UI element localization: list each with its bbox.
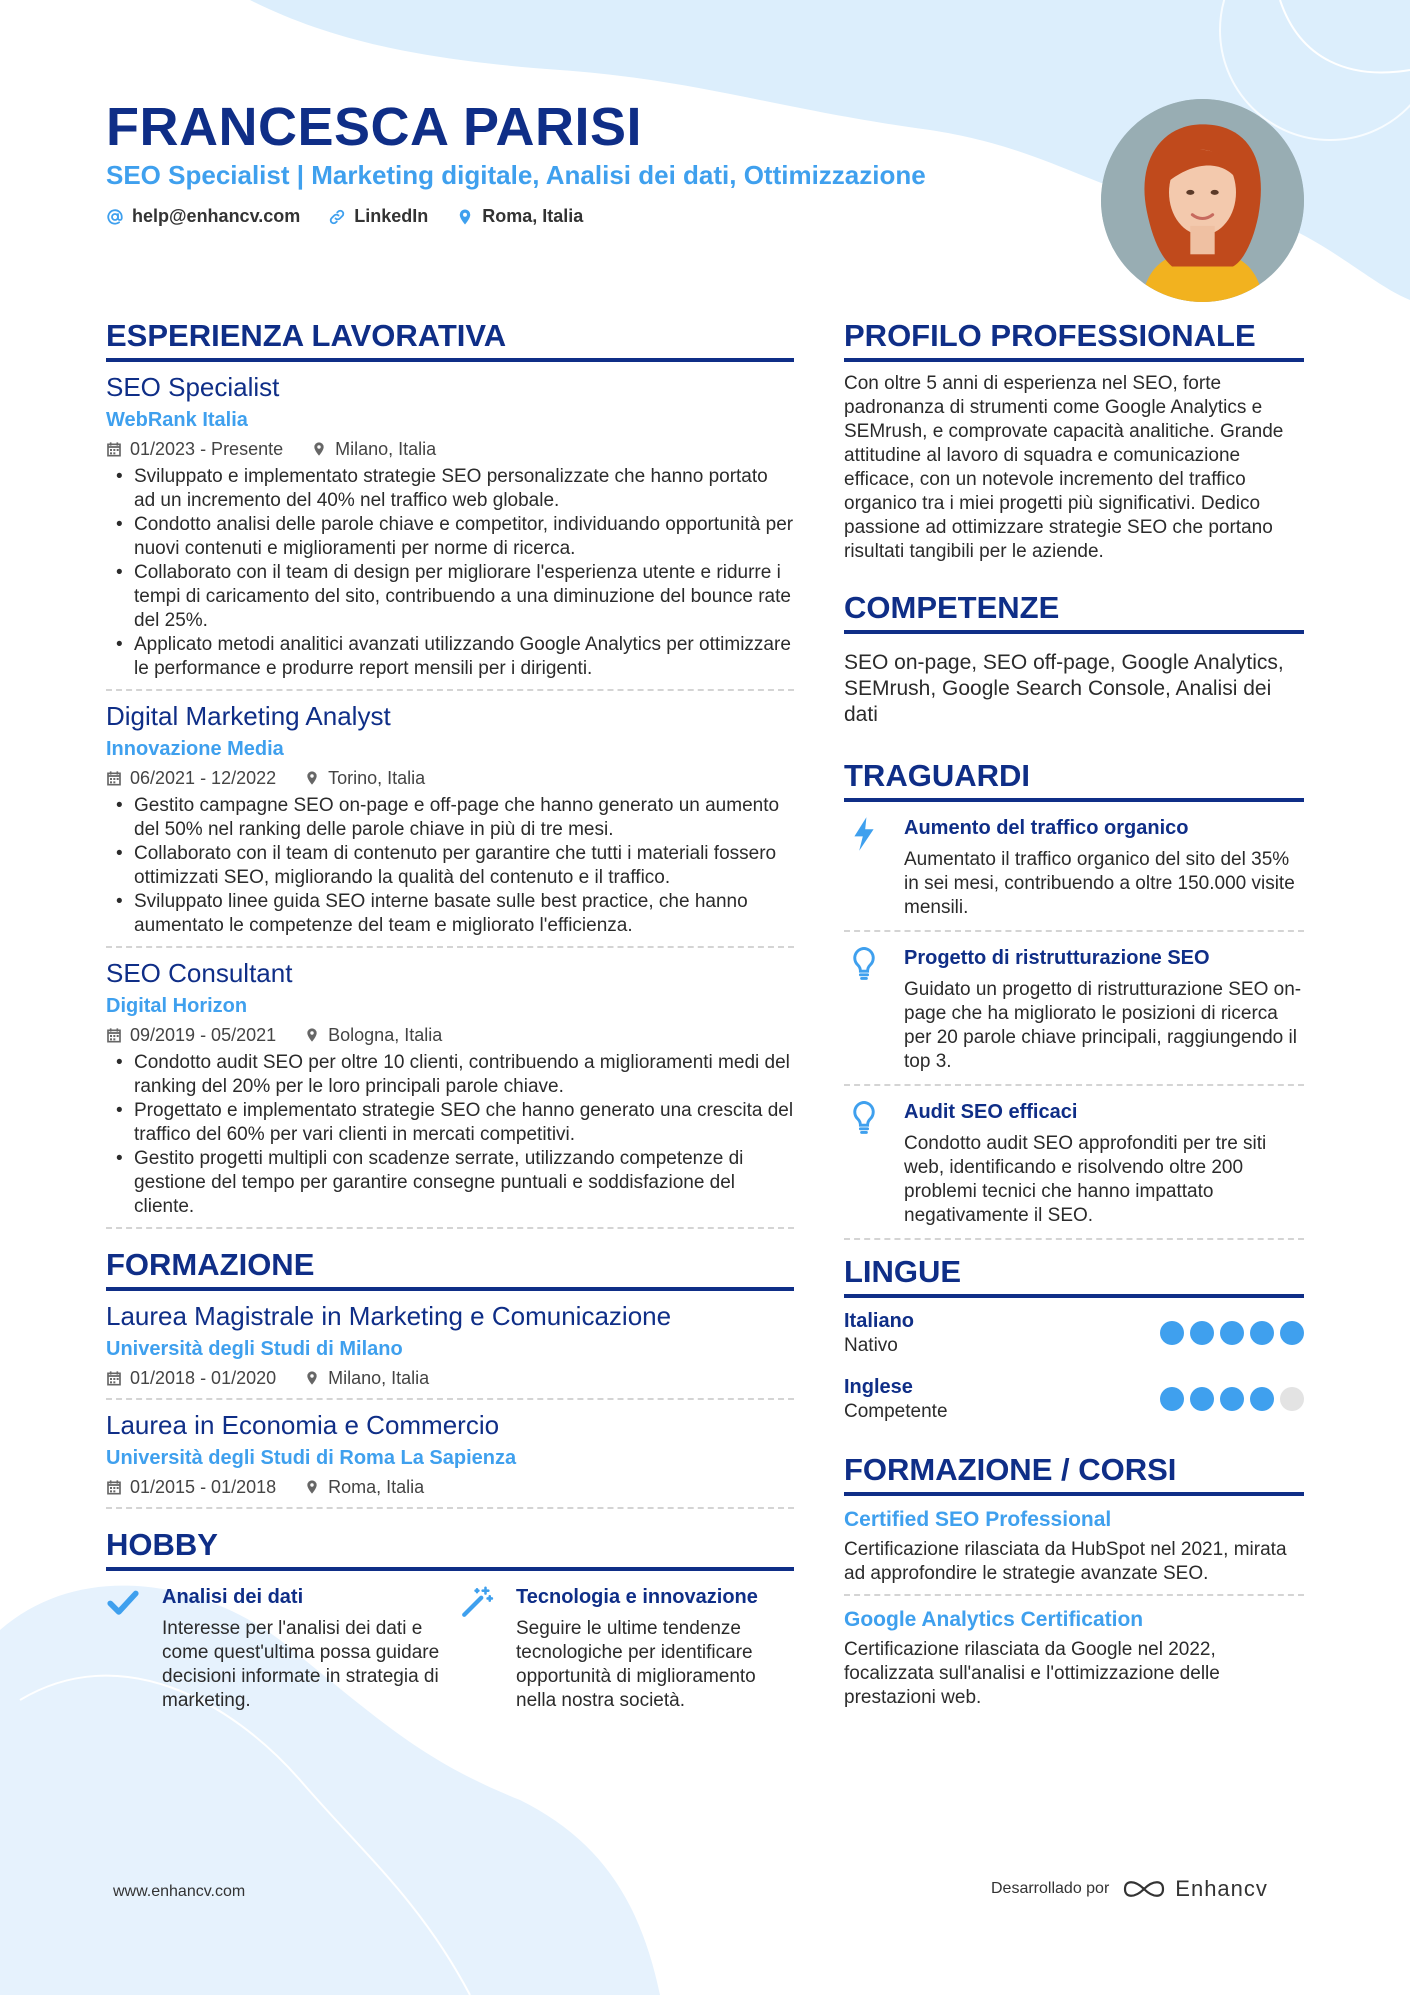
degree-title: Laurea in Economia e Commercio <box>106 1410 500 1440</box>
location-pin-icon <box>311 441 327 457</box>
language-rating <box>1160 1387 1304 1411</box>
achievement-title: Progetto di ristrutturazione SEO <box>904 947 1210 969</box>
link-icon <box>328 208 346 226</box>
headline: SEO Specialist | Marketing digitale, Analisi dei dati, Ottimizzazione <box>106 160 926 190</box>
magic-wand-icon <box>460 1585 494 1619</box>
job-location: Milano, Italia <box>335 439 437 459</box>
hobby-item <box>460 1583 794 1713</box>
skills-title: COMPETENZE <box>844 590 1304 634</box>
achievement-item <box>844 1086 1304 1240</box>
job-dates: 01/2023 - Presente <box>130 439 284 459</box>
job-meta <box>106 437 794 461</box>
job-dates: 09/2019 - 05/2021 <box>130 1025 277 1045</box>
hobby-item <box>106 1583 440 1713</box>
achievement-title: Audit SEO efficaci <box>904 1101 1078 1123</box>
candidate-name: FRANCESCA PARISI <box>106 97 643 157</box>
contact-linkedin[interactable] <box>328 206 428 227</box>
rating-dot-filled <box>1160 1321 1184 1345</box>
bullet-item: • Applicato metodi analitici avanzati utilizzando Google Analytics per ottimizzare le performance e produrre report mensili per i dirigenti. <box>106 633 794 681</box>
education-location: Milano, Italia <box>328 1368 430 1388</box>
course-item <box>844 1596 1304 1718</box>
course-title[interactable]: Google Analytics Certification <box>844 1608 1144 1631</box>
contact-location <box>456 206 583 227</box>
achievements-title: TRAGUARDI <box>844 758 1304 802</box>
rating-dot-filled <box>1160 1387 1184 1411</box>
bullet-item: • Gestito progetti multipli con scadenze serrate, utilizzando competenze di gestione del tempo per garantire consegne puntuali e soddisfazione del cliente. <box>106 1147 794 1219</box>
bullet-item: • Condotto analisi delle parole chiave e competitor, individuando opportunità per nuovi contenuti e miglioramenti per norme di ricerca. <box>106 513 794 561</box>
hobby-description: Seguire le ultime tendenze tecnologiche per identificare opportunità di miglioramento nella nostra società. <box>516 1618 756 1711</box>
right-column <box>844 318 1304 1718</box>
education-dates: 01/2018 - 01/2020 <box>130 1368 277 1388</box>
language-level: Competente <box>844 1401 948 1422</box>
school-name[interactable]: Università degli Studi di Milano <box>106 1338 403 1360</box>
courses-title: FORMAZIONE / CORSI <box>844 1452 1304 1496</box>
rating-dot-filled <box>1250 1387 1274 1411</box>
job-company[interactable]: WebRank Italia <box>106 409 248 431</box>
achievement-item <box>844 802 1304 932</box>
calendar-icon <box>106 1027 122 1043</box>
footer-website[interactable]: www.enhancv.com <box>113 1883 246 1900</box>
job-entry <box>106 948 794 1229</box>
location-pin-icon <box>456 208 474 226</box>
footer-branding <box>991 1876 1268 1902</box>
course-item <box>844 1496 1304 1596</box>
achievement-title: Aumento del traffico organico <box>904 817 1189 839</box>
rating-dot-filled <box>1220 1321 1244 1345</box>
contact-email-text: help@enhancv.com <box>132 206 301 226</box>
language-name: Inglese <box>844 1376 913 1398</box>
job-bullets <box>106 465 794 681</box>
job-title: SEO Specialist <box>106 372 280 402</box>
job-meta <box>106 1023 794 1047</box>
education-title: FORMAZIONE <box>106 1247 794 1291</box>
job-dates: 06/2021 - 12/2022 <box>130 768 277 788</box>
hobby-description: Interesse per l'analisi dei dati e come quest'ultima possa guidare decisioni informate in strategia di marketing. <box>162 1618 440 1711</box>
location-pin-icon <box>304 770 320 786</box>
job-entry <box>106 691 794 948</box>
enhancv-logo-icon <box>1121 1876 1167 1902</box>
calendar-icon <box>106 441 122 457</box>
bullet-item: • Collaborato con il team di contenuto per garantire che tutti i materiali fossero ottimizzati SEO, migliorando la qualità del contenuto e il traffico. <box>106 842 794 890</box>
calendar-icon <box>106 770 122 786</box>
achievement-item <box>844 932 1304 1086</box>
rating-dot-filled <box>1190 1387 1214 1411</box>
location-pin-icon <box>304 1370 320 1386</box>
job-title: Digital Marketing Analyst <box>106 701 391 731</box>
job-company[interactable]: Digital Horizon <box>106 995 248 1017</box>
contact-linkedin-text: LinkedIn <box>354 206 429 226</box>
bullet-item: • Sviluppato linee guida SEO interne basate sulle best practice, che hanno aumentato le competenze del team e migliorato l'efficienza. <box>106 890 794 938</box>
job-bullets <box>106 1051 794 1219</box>
hobby-title: Tecnologia e innovazione <box>516 1586 758 1608</box>
avatar <box>1101 99 1304 302</box>
degree-title: Laurea Magistrale in Marketing e Comunicazione <box>106 1301 672 1331</box>
hobby-list <box>106 1583 794 1713</box>
location-pin-icon <box>304 1479 320 1495</box>
job-company[interactable]: Innovazione Media <box>106 738 284 760</box>
language-name: Italiano <box>844 1310 915 1332</box>
language-rating <box>1160 1321 1304 1345</box>
job-entry <box>106 362 794 691</box>
bullet-item: • Collaborato con il team di design per migliorare l'esperienza utente e ridurre i tempi di caricamento del sito, contribuendo a una diminuzione del bounce rate del 25%. <box>106 561 794 633</box>
school-name[interactable]: Università degli Studi di Roma La Sapienza <box>106 1447 517 1469</box>
achievement-description: Aumentato il traffico organico del sito del 35% in sei mesi, contribuendo a oltre 150.000 visite mensili. <box>904 849 1295 918</box>
job-bullets <box>106 794 794 938</box>
left-column <box>106 318 794 1713</box>
education-dates: 01/2015 - 01/2018 <box>130 1477 277 1497</box>
course-description: Certificazione rilasciata da Google nel 2022, focalizzata sull'analisi e l'ottimizzazione delle prestazioni web. <box>844 1639 1220 1708</box>
brand-name: Enhancv <box>1175 1876 1268 1901</box>
skills-text: SEO on-page, SEO off-page, Google Analytics, SEMrush, Google Search Console, Analisi dei dati <box>844 651 1284 726</box>
contact-location-text: Roma, Italia <box>482 206 584 226</box>
location-pin-icon <box>304 1027 320 1043</box>
language-item <box>844 1298 1304 1364</box>
education-location: Roma, Italia <box>328 1477 425 1497</box>
rating-dot-filled <box>1250 1321 1274 1345</box>
experience-title: ESPERIENZA LAVORATIVA <box>106 318 794 362</box>
rating-dot-empty <box>1280 1387 1304 1411</box>
contact-email[interactable] <box>106 206 300 227</box>
lightning-icon <box>849 816 879 852</box>
language-item <box>844 1364 1304 1430</box>
job-location: Bologna, Italia <box>328 1025 443 1045</box>
education-entry <box>106 1400 794 1509</box>
education-entry <box>106 1291 794 1400</box>
achievement-description: Condotto audit SEO approfonditi per tre siti web, identificando e risolvendo oltre 200 problemi tecnici che hanno impattato negativamente il SEO. <box>904 1133 1267 1226</box>
languages-title: LINGUE <box>844 1254 1304 1298</box>
lightbulb-icon <box>849 1100 879 1136</box>
calendar-icon <box>106 1479 122 1495</box>
bullet-item: • Condotto audit SEO per oltre 10 clienti, contribuendo a miglioramenti medi del ranking del 20% per le loro principali parole chiave. <box>106 1051 794 1099</box>
job-title: SEO Consultant <box>106 958 293 988</box>
language-level: Nativo <box>844 1335 898 1356</box>
checkmark-icon <box>106 1585 140 1619</box>
brand-logo[interactable] <box>1121 1876 1268 1902</box>
course-description: Certificazione rilasciata da HubSpot nel 2021, mirata ad approfondire le strategie avanzate SEO. <box>844 1539 1287 1584</box>
bullet-item: • Sviluppato e implementato strategie SEO personalizzate che hanno portato ad un incremento del 40% nel traffico web globale. <box>106 465 794 513</box>
rating-dot-filled <box>1190 1321 1214 1345</box>
powered-by-text: Desarrollado por <box>991 1880 1110 1897</box>
job-meta <box>106 766 794 790</box>
bullet-item: • Progettato e implementato strategie SEO che hanno generato una crescita del traffico del 60% per vari clienti in mercati competitivi. <box>106 1099 794 1147</box>
rating-dot-filled <box>1220 1387 1244 1411</box>
job-location: Torino, Italia <box>328 768 426 788</box>
bullet-item: • Gestito campagne SEO on-page e off-page che hanno generato un aumento del 50% nel ranking delle parole chiave in più di tre mesi. <box>106 794 794 842</box>
course-title[interactable]: Certified SEO Professional <box>844 1508 1112 1531</box>
profile-title: PROFILO PROFESSIONALE <box>844 318 1304 362</box>
hobby-title: Analisi dei dati <box>162 1586 304 1608</box>
lightbulb-icon <box>849 946 879 982</box>
rating-dot-filled <box>1280 1321 1304 1345</box>
at-icon <box>106 208 124 226</box>
profile-text: Con oltre 5 anni di esperienza nel SEO, forte padronanza di strumenti come Google Analytics e SEMrush, e comprovate capacità analitiche. Grande attitudine al lavoro di squadra e comunicazione efficace, con un notevole incremento del traffico organico tra i miei progetti più significativi. Dedico passione ad ottimizzare strategie SEO che portano risultati tangibili per le aziende. <box>844 373 1284 562</box>
calendar-icon <box>106 1370 122 1386</box>
achievement-description: Guidato un progetto di ristrutturazione SEO on-page che ha migliorato le posizioni di ricerca per 20 parole chiave principali, raggiungendo il top 3. <box>904 979 1302 1072</box>
education-meta <box>106 1475 794 1499</box>
contact-list <box>106 206 583 227</box>
education-meta <box>106 1366 794 1390</box>
hobby-title: HOBBY <box>106 1527 794 1571</box>
